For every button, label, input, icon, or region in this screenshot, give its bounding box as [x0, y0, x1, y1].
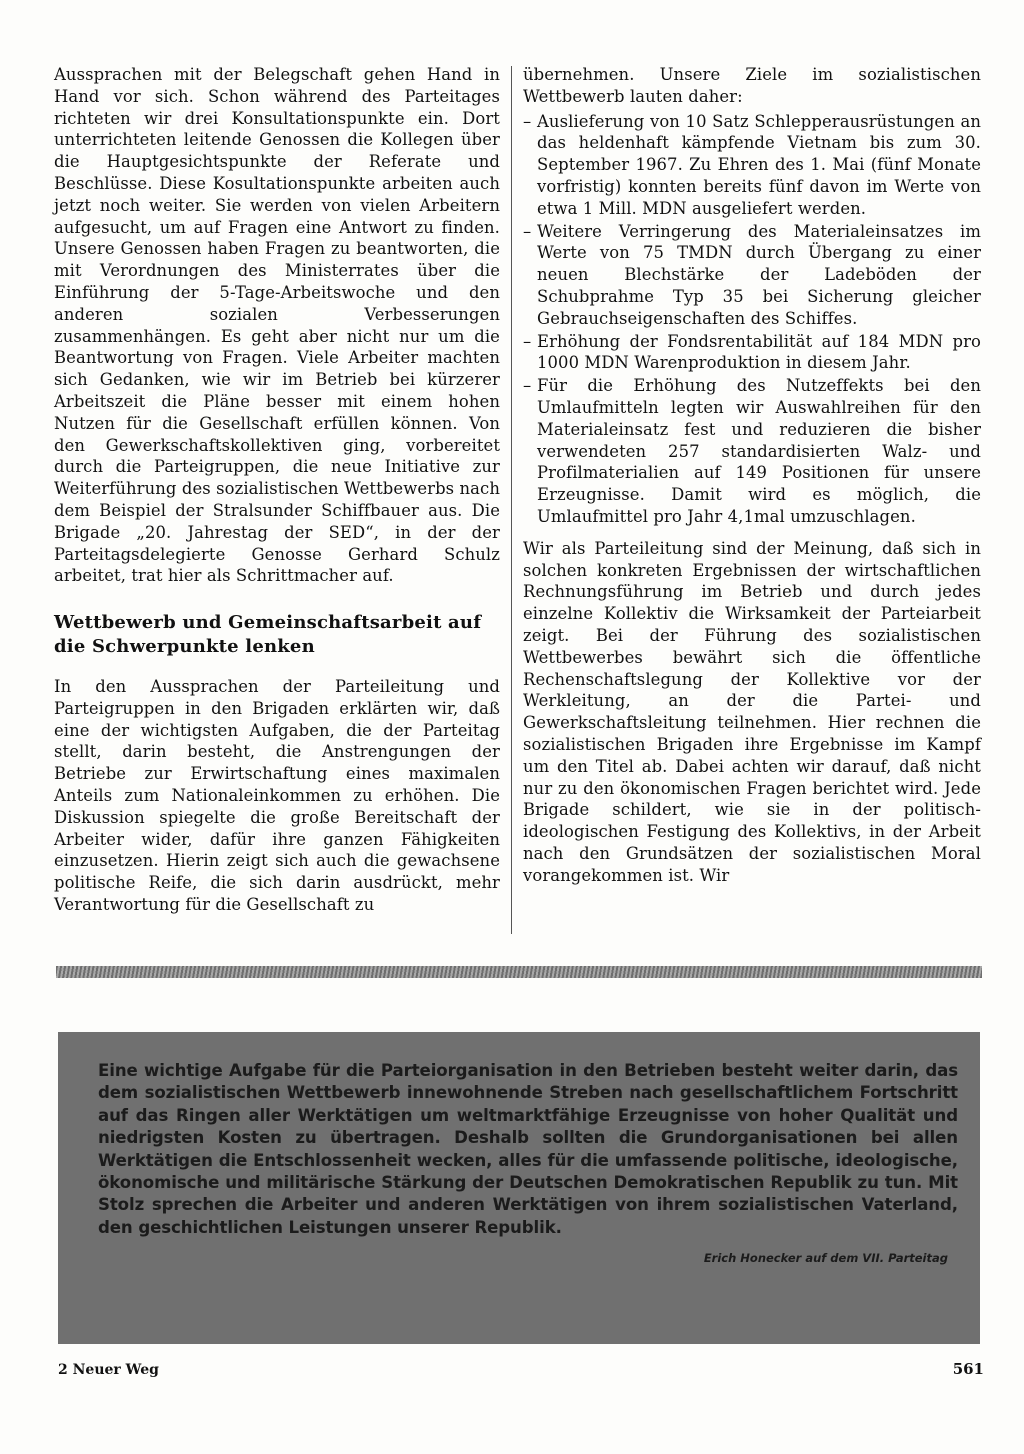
decorative-rule: [56, 966, 982, 978]
dash-icon: –: [523, 111, 532, 131]
right-paragraph: Wir als Parteileitung sind der Meinung, daß sich in solchen konkreten Ergebnissen der wirtschaftlichen Rechnungsführung im Betrieb und durch jedes einzelne Kollektiv die Wirksamkeit der Parteiarbeit zeigt. Bei der Führung des sozialistischen Wettbewerbes bewährt sich die öffentliche Rechenschaftslegung der Kollektive vor der Werkleitung, an der die Partei- und Gewerkschaftsleitung teilnehmen. Hier rechnen die sozialistischen Brigaden ihre Ergebnisse im Kampf um den Titel ab. Dabei achten wir darauf, daß nicht nur zu den ökonomischen Fragen berichtet wird. Jede Brigade schildert, wie sie in der politisch-ideologischen Festigung des Kollektivs, in der Arbeit nach den Grundsätzen der sozialistischen Moral vorangekommen ist. Wir: [523, 538, 981, 885]
goal-item: [523, 375, 981, 528]
page-number: 561: [952, 1360, 984, 1378]
goal-item: [523, 331, 981, 375]
left-paragraph-1: Aussprachen mit der Belegschaft gehen Hand in Hand vor sich. Schon während des Parteitages richteten wir drei Konsultationspunkte ein. Dort unterrichteten leitende Genossen die Kollegen über die Hauptgesichtspunkte der Referate und Beschlüsse. Diese Kosultationspunkte arbeiten auch jetzt noch weiter. Sie werden von vielen Arbeitern aufgesucht, um auf Fragen eine Antwort zu finden. Unsere Genossen haben Fragen zu beantworten, die mit Verordnungen des Ministerrates über die Einführung der 5-Tage-Arbeitswoche und den anderen sozialen Verbesserungen zusammenhängen. Es geht aber nicht nur um die Beantwortung von Fragen. Viele Arbeiter machten sich Gedanken, wie wir im Betrieb bei kürzerer Arbeitszeit die Pläne besser mit einem hohen Nutzen für die Gesellschaft erfüllen können. Von den Gewerkschaftskollektiven ging, vorbereitet durch die Parteigruppen, die neue Initiative zur Weiterführung des sozialistischen Wettbewerbs nach dem Beispiel der Stralsunder Schiffbauer aus. Die Brigade „20. Jahrestag der SED“, in der der Parteitagsdelegierte Genosse Gerhard Schulz arbeitet, trat hier als Schrittmacher auf.: [54, 65, 500, 586]
goal-text: Erhöhung der Fondsrentabilität auf 184 MDN pro 1000 MDN Warenproduktion in diesem Jahr.: [537, 331, 981, 373]
goals-intro: übernehmen. Unsere Ziele im sozialistischen Wettbewerb lauten daher:: [523, 65, 981, 106]
goal-item: [523, 221, 981, 330]
quote-box: [58, 1032, 980, 1344]
footer-publication: 2 Neuer Weg: [58, 1362, 159, 1378]
goal-text: Für die Erhöhung des Nutzeffekts bei den Umlaufmitteln legten wir Auswahlreihen für den Materialeinsatz fest und reduzieren die bisher verwendeten 257 standardisierten Walz- und Profilmaterialien auf 149 Positionen für unsere Erzeugnisse. Damit wird es möglich, die Umlaufmittel pro Jahr 4,1mal umzuschlagen.: [537, 376, 981, 526]
quote-text: Eine wichtige Aufgabe für die Parteiorganisation in den Betrieben besteht weiter darin, das dem sozialistischen Wettbewerb innewohnende Streben nach gesellschaftlichem Fortschritt auf das Ringen aller Werktätigen um weltmarktfähige Erzeugnisse von hoher Qualität und niedrigsten Kosten zu übertragen. Deshalb sollten die Grundorganisationen bei allen Werktätigen die Entschlossenheit wecken, alles für die umfassende politische, ideologische, ökonomische und militärische Stärkung der Deutschen Demokratischen Republik zu tun. Mit Stolz sprechen die Arbeiter und anderen Werktätigen von ihrem sozialistischen Vaterland, den geschichtlichen Leistungen unserer Republik.: [98, 1061, 958, 1237]
right-column: [523, 64, 981, 886]
dash-icon: –: [523, 331, 532, 351]
goals-list: [523, 111, 981, 528]
left-paragraph-2: In den Aussprachen der Parteileitung und Parteigruppen in den Brigaden erklärten wir, daß eine der wichtigsten Aufgaben, die der Parteitag stellt, darin besteht, die Anstrengungen der Betriebe zur Erwirtschaftung eines maximalen Anteils zum Nationaleinkommen zu erhöhen. Die Diskussion spiegelte die große Bereitschaft der Arbeiter wider, dafür ihre ganzen Fähigkeiten einzusetzen. Hierin zeigt sich auch die gewachsene politische Reife, die sich darin ausdrückt, mehr Verantwortung für die Gesellschaft zu: [54, 676, 500, 914]
dash-icon: –: [523, 376, 532, 396]
dash-icon: –: [523, 221, 532, 241]
section-heading: Wettbewerb und Gemeinschaftsarbeit auf die Schwerpunkte lenken: [54, 612, 482, 657]
left-column: [54, 64, 500, 916]
column-divider: [511, 66, 512, 934]
goal-item: [523, 111, 981, 220]
quote-source: Erich Honecker auf dem VII. Parteitag: [703, 1251, 948, 1266]
goal-text: Weitere Verringerung des Materialeinsatzes im Werte von 75 TMDN durch Übergang zu einer neuen Blechstärke der Ladeböden der Schubprahme Typ 35 bei Sicherung gleicher Gebrauchseigenschaften des Schiffes.: [537, 221, 981, 328]
goal-text: Auslieferung von 10 Satz Schlepperausrüstungen an das heldenhaft kämpfende Vietnam bis zum 30. September 1967. Zu Ehren des 1. Mai (fünf Monate vorfristig) konnten bereits fünf davon im Werte von etwa 1 Mill. MDN ausgeliefert werden.: [537, 111, 981, 218]
